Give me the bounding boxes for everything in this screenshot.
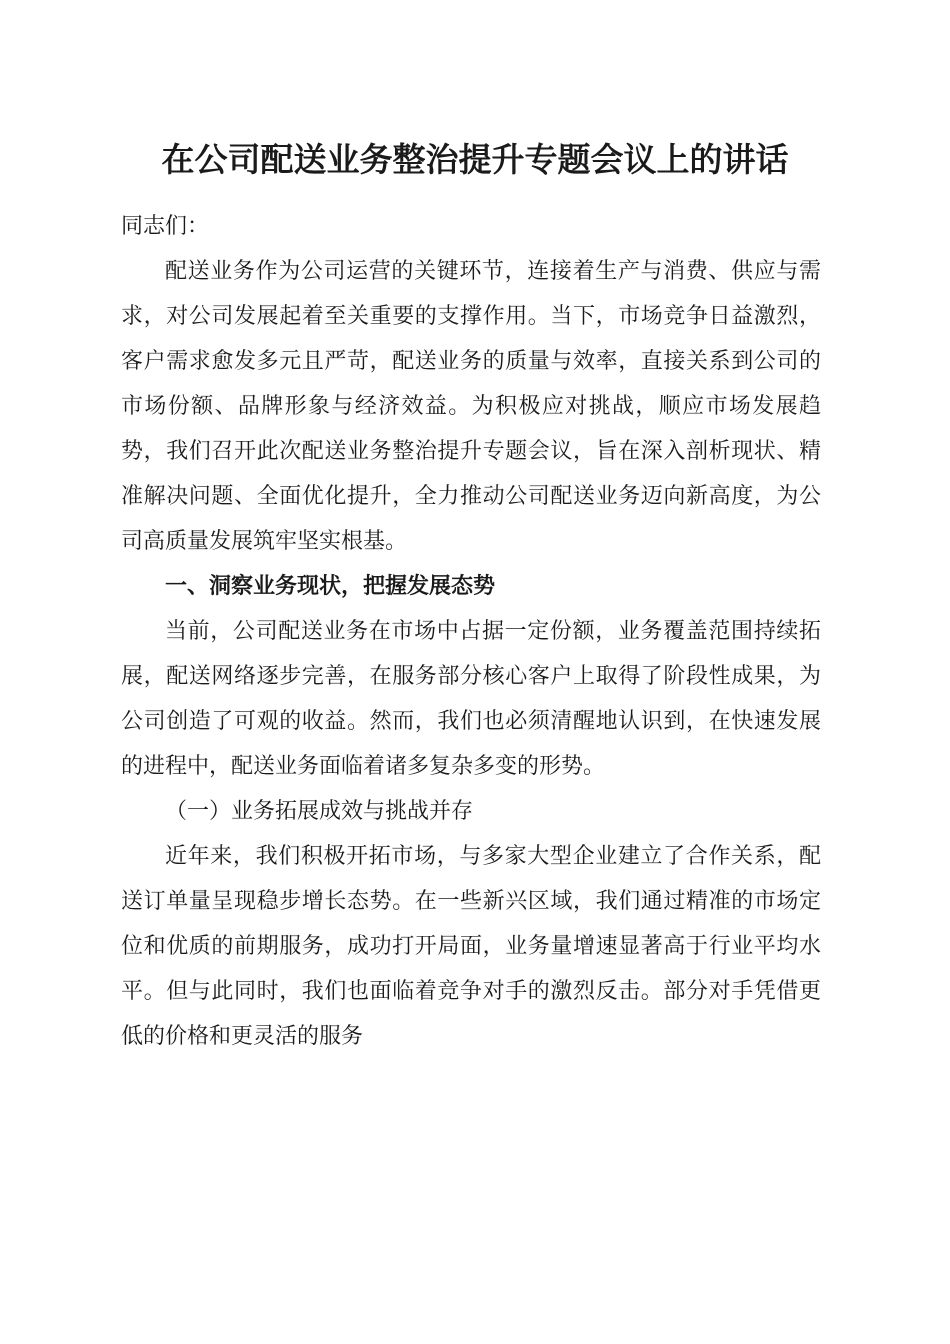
paragraph-business-expansion: 近年来，我们积极开拓市场，与多家大型企业建立了合作关系，配送订单量呈现稳步增长态势。在一些新兴区域，我们通过精准的市场定位和优质的前期服务，成功打开局面，业务量增速显著高于行业平均水平。但与此同时，我们也面临着竞争对手的激烈反击。部分对手凭借更低的价格和更灵活的服务	[121, 844, 821, 1049]
paragraph-intro: 配送业务作为公司运营的关键环节，连接着生产与消费、供应与需求，对公司发展起着至关重要的支撑作用。当下，市场竞争日益激烈，客户需求愈发多元且严苛，配送业务的质量与效率，直接关系到公司的市场份额、品牌形象与经济效益。为积极应对挑战，顺应市场发展趋势，我们召开此次配送业务整治提升专题会议，旨在深入剖析现状、精准解决问题、全面优化提升，全力推动公司配送业务迈向新高度，为公司高质量发展筑牢坚实根基。	[121, 259, 821, 554]
subsection-heading-1: （一）业务拓展成效与挑战并存	[165, 799, 474, 824]
paragraph-current-status: 当前，公司配送业务在市场中占据一定份额，业务覆盖范围持续拓展，配送网络逐步完善，在服务部分核心客户上取得了阶段性成果，为公司创造了可观的收益。然而，我们也必须清醒地认识到，在快速发展的进程中，配送业务面临着诸多复杂多变的形势。	[121, 619, 821, 779]
section-heading-1: 一、洞察业务现状，把握发展态势	[165, 574, 496, 599]
document-title: 在公司配送业务整治提升专题会议上的讲话	[161, 140, 789, 179]
document-body	[121, 204, 821, 1059]
salutation: 同志们：	[121, 214, 210, 239]
